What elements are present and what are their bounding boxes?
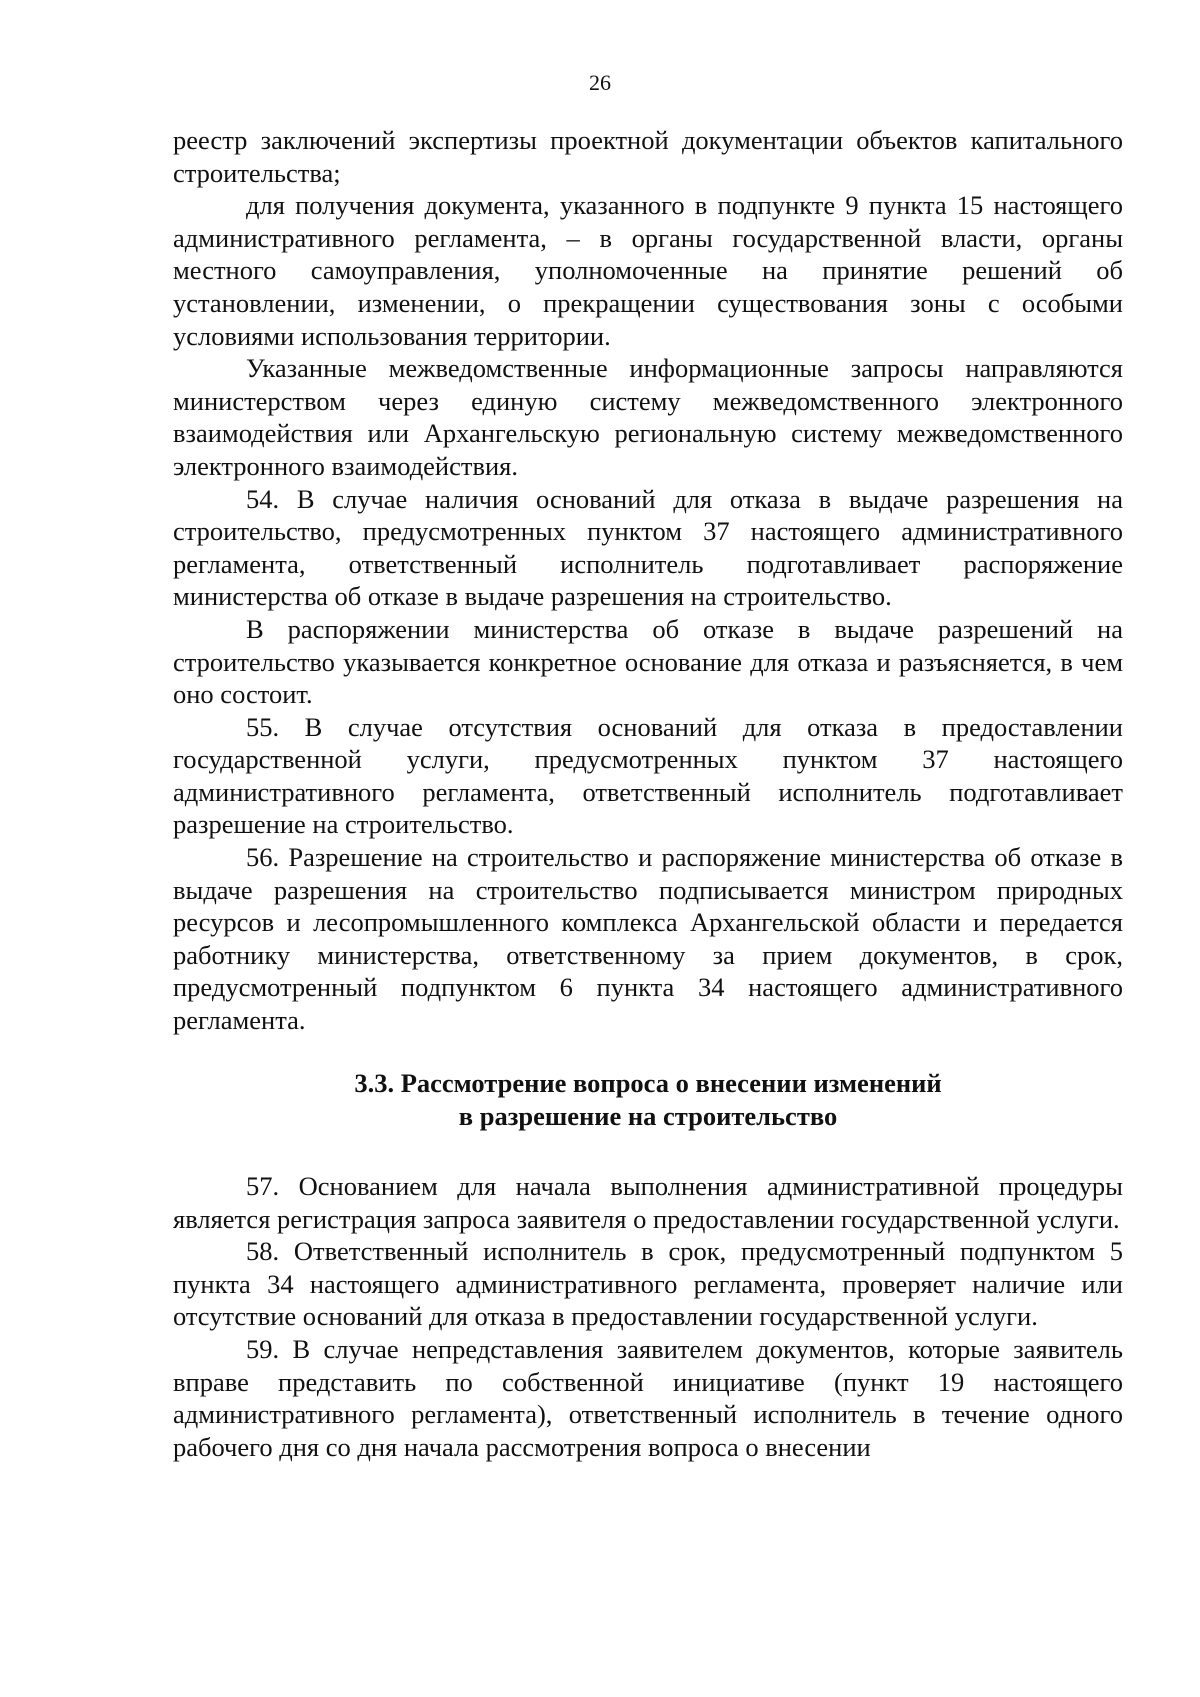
paragraph: В распоряжении министерства об отказе в выдаче разрешений на строительство указывается конкретное основание для отказа и разъясняется, в чем оно состоит. bbox=[173, 613, 1123, 710]
section-heading bbox=[173, 1067, 1123, 1132]
paragraph-56: 56. Разрешение на строительство и распоряжение министерства об отказе в выдаче разрешения на строительство подписывается министром природных ресурсов и лесопромышленного комплекса Архангельской области и передается работнику министерства, ответственному за прием документов, в срок, предусмотренный подпунктом 6 пункта 34 настоящего административного регламента. bbox=[173, 842, 1123, 1036]
paragraph-57: 57. Основанием для начала выполнения административной процедуры является регистрация запроса заявителя о предоставлении государственной услуги. bbox=[173, 1171, 1123, 1234]
section-heading-line1: 3.3. Рассмотрение вопроса о внесении изменений bbox=[354, 1068, 942, 1098]
paragraph-59: 59. В случае непредставления заявителем документов, которые заявитель вправе представить по собственной инициативе (пункт 19 настоящего административного регламента), ответственный исполнитель в течение одного рабочего дня со дня начала рассмотрения вопроса о внесении bbox=[173, 1333, 1123, 1462]
body-text-top bbox=[173, 124, 1123, 1037]
page-number: 26 bbox=[589, 70, 611, 95]
paragraph: для получения документа, указанного в подпункте 9 пункта 15 настоящего административного регламента, – в органы государственной власти, органы местного самоуправления, уполномоченные на принятие решений об установлении, изменении, о прекращении существования зоны с особыми условиями использования территории. bbox=[173, 190, 1123, 351]
paragraph-58: 58. Ответственный исполнитель в срок, предусмотренный подпунктом 5 пункта 34 настоящего административного регламента, проверяет наличие или отсутствие оснований для отказа в предоставлении государственной услуги. bbox=[173, 1236, 1123, 1332]
paragraph-55: 55. В случае отсутствия оснований для отказа в предоставлении государственной услуги, предусмотренных пунктом 37 настоящего административного регламента, ответственный исполнитель подготавливает разрешение на строительство. bbox=[173, 711, 1123, 840]
paragraph: Указанные межведомственные информационные запросы направляются министерством через единую систему межведомственного электронного взаимодействия или Архангельскую региональную систему межведомственного электронного взаимодействия. bbox=[173, 353, 1123, 481]
section-heading-line2: в разрешение на строительство bbox=[458, 1100, 838, 1131]
paragraph: реестр заключений экспертизы проектной документации объектов капитального строительства; bbox=[173, 125, 1123, 188]
paragraph-54: 54. В случае наличия оснований для отказа в выдаче разрешения на строительство, предусмотренных пунктом 37 настоящего административного регламента, ответственный исполнитель подготавливает распоряжение министерства об отказе в выдаче разрешения на строительство. bbox=[173, 483, 1123, 612]
body-text-bottom bbox=[173, 1170, 1123, 1463]
